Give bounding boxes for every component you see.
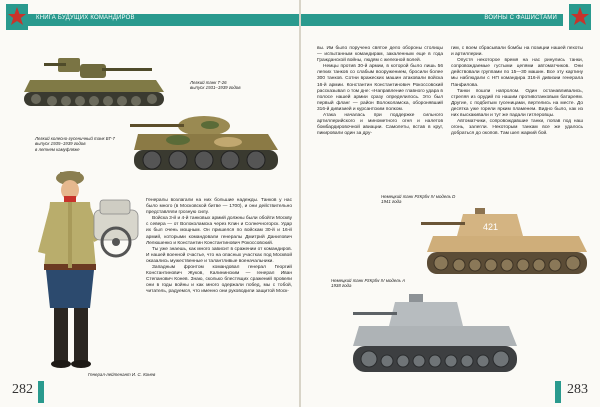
left-paragraph: Войска 3-й и 4-й танковых армий должны были обойти Москву с севера — от Волоколамска через Клин и Солнечногорск. Удар их был очень мощным. Он пришелся по войскам 30-й и 16-й армий, которыми командовали генералы Дмитрий Данилович Лелюшенко и Константин Константинович Рокоссовский. [146,216,292,246]
left-page-tick [38,381,44,403]
left-paragraph: Ты уже знаешь, как много зависит в сражении от командиров. И нашей военной счастье, что на опасных участках под Москвой оказались мужественные и талантливые военачальники. [146,246,292,264]
pz4a-caption: Немецкий танк PzKpfw IV модель А 1938 года [331,278,406,289]
left-header-bar [28,14,299,26]
t26-tank-illustration [18,52,168,114]
bt7-caption: Легкий колесно-гусеничный танк БТ-7 выпуск 1935–1939 годов в летнем камуфляже [35,136,115,152]
general-caption: Генерал-лейтенант И. С. Конев [88,372,156,377]
right-paragraph: вы. Им было поручено святое дело обороны столицы — испытанным командирам, закаленным еще в года Гражданской войны, людям с железной волей. [317,46,443,64]
bt7-tank-illustration [128,112,284,178]
right-header-title: ВОЙНЫ С ФАШИСТАМИ [484,15,557,21]
pz4a-tank-illustration [345,292,521,380]
right-paragraph: Немцы против 30-й армии, в которой было лишь 56 легких танков со слабым вооружением, бросили более 300 танков. Сотни вражеских машин атаковали войска 16-й армии. Константин Константинович Рокоссовский рассказывал о том дне: «Направление главного удара в полосе нашей армии сразу определилось. Это был первый фланг — район Волоколамска, оборонявший 316-й дивизией и курсантским полком. [317,64,443,112]
right-header-bar [301,14,563,26]
staff-car-illustration [88,196,144,266]
right-paragraph: Автоматчики, сопровождавшие танки, попав под наш огонь, залегли. Некоторым танкам все же удалось добраться до окопов. Там шел жаркий бой. [451,119,583,137]
right-text-column-1 [317,46,443,137]
right-page-number: 283 [567,382,588,397]
tank-marking: 421 [483,222,499,232]
left-page-number: 282 [12,382,33,397]
pz4d-tank-illustration [419,204,591,282]
right-paragraph: Танки пошли напролом. Один останавливались, стреляя из орудий по нашим противотанковым батареям. Другие, с подбитым гусеницами, вертелись на месте. До десятка уже горели ярким пламенем. Видно было, как из них выскакивали и тут же падали гитлеровцы. [451,88,583,119]
star-emblem-icon [6,4,28,30]
pz4d-caption: Немецкий танк PzKpfw IV модель D 1941 года [381,194,456,205]
left-header-title: КНИГА БУДУЩИХ КОМАНДИРОВ [36,15,135,21]
right-paragraph: Атака началась при поддержке сильного артиллерийского и минометного огня и налетов бомбардировочной авиации. Самолеты, встав в круг, пикировали один за дру- [317,113,443,137]
left-paragraph: Генералы возлагали на них большие надежды. Танков у нас было много (в Московской битве — 1700), и они действительно представляли грозную силу. [146,198,292,216]
right-page-tick [555,381,561,403]
t26-caption: Легкий танк Т-26 выпуск 1931–1939 годов [190,80,241,91]
left-paragraph: Западным фронтом командовал генерал Георгий Константинович Жуков, Калининским — генерал Иван Степанович Конев. Знаю, сколько блестящих сражений провели они в годы войны и как много одержали побед, мы с тобой, читатель, радуемся, что именно они руководили защитой Моск- [146,265,292,295]
left-page [0,0,299,407]
right-page [301,0,600,407]
right-paragraph: Опустя некоторое время на нас ринулись танки, сопровождаемые густыми цепями автоматчиков. Они действовали группами по 15—30 машин. Все эту картину мы наблюдали с НП командира 316-й дивизии генерала Панфилова. [451,58,583,88]
star-emblem-icon [569,4,591,30]
left-text-column [146,198,292,296]
right-text-column-2 [451,46,583,137]
right-paragraph: гим, с воем сбрасывали бомбы на позиции нашей пехоты и артиллерии. [451,46,583,58]
